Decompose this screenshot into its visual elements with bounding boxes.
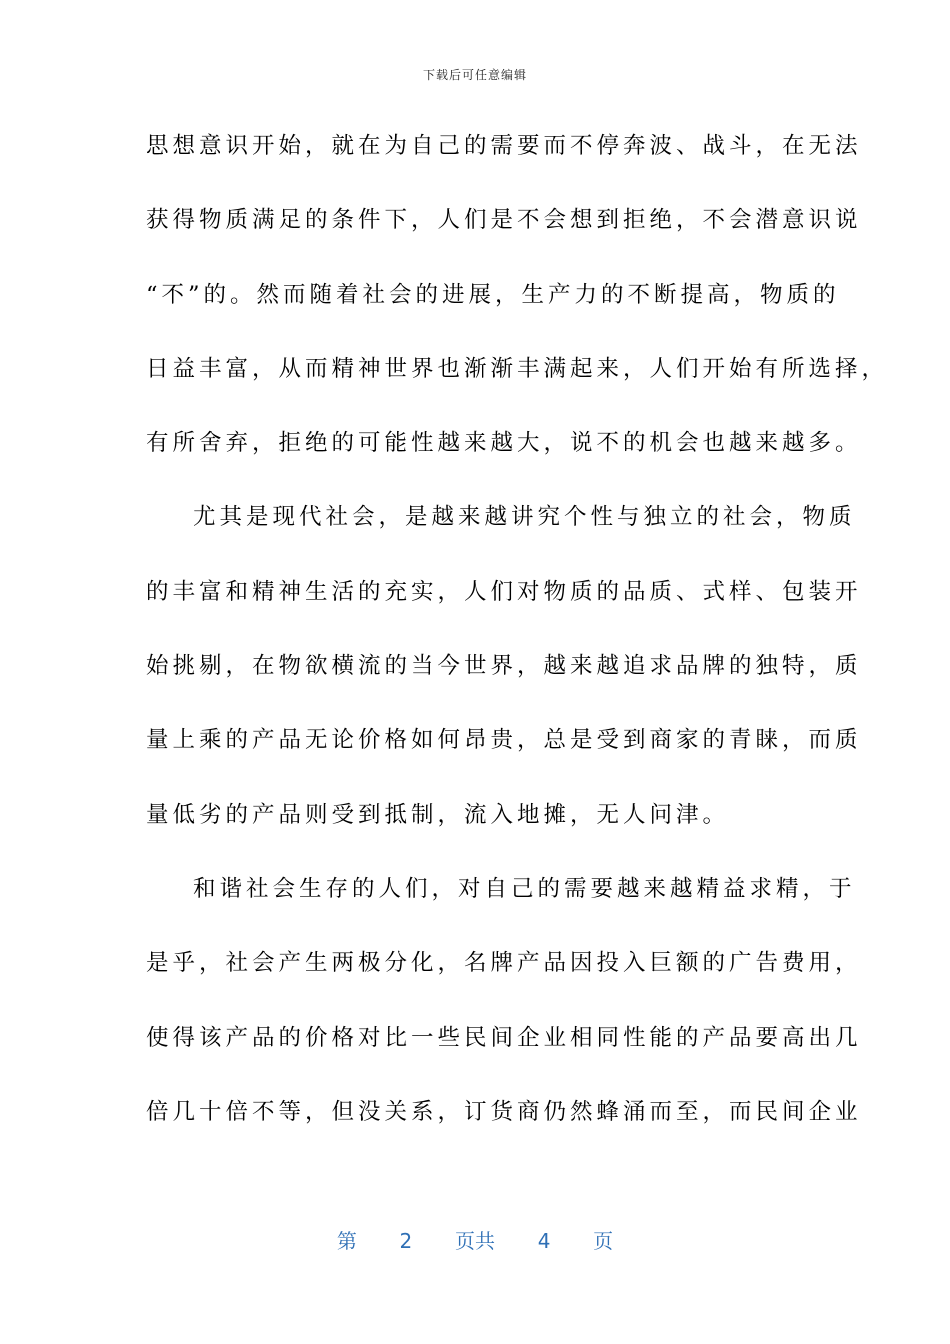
footer-prefix: 第 — [336, 1229, 357, 1253]
document-body — [146, 128, 889, 1168]
footer-suffix: 页 — [593, 1229, 614, 1253]
footer-mid: 页共 — [455, 1229, 495, 1253]
text-line: 的丰富和精神生活的充实，人们对物质的品质、式样、包装开 — [146, 578, 862, 605]
text-line: 量上乘的产品无论价格如何昂贵，总是受到商家的青睐，而质 — [146, 727, 862, 754]
text-line: 是乎，社会产生两极分化，名牌产品因投入巨额的广告费用， — [146, 950, 862, 977]
text-line: 倍几十倍不等，但没关系，订货商仍然蜂涌而至，而民间企业 — [146, 1098, 862, 1125]
total-pages-number: 4 — [537, 1229, 551, 1253]
text-line: 有所舍弃，拒绝的可能性越来越大，说不的机会也越来越多。 — [146, 430, 862, 457]
text-line: 始挑剔，在物欲横流的当今世界，越来越追求品牌的独特，质 — [146, 653, 862, 680]
paragraph-first-line: 和谐社会生存的人们，对自己的需要越来越精益求精，于 — [193, 875, 856, 902]
text-line: 量低劣的产品则受到抵制，流入地摊，无人问津。 — [146, 801, 730, 828]
text-line: 日益丰富，从而精神世界也渐渐丰满起来，人们开始有所选择， — [146, 355, 889, 382]
header-note: 下载后可任意编辑 — [422, 68, 527, 82]
paragraph-first-line: 尤其是现代社会，是越来越讲究个性与独立的社会，物质 — [193, 504, 856, 531]
page-footer — [0, 1225, 950, 1254]
text-line: 思想意识开始，就在为自己的需要而不停奔波、战斗，在无法 — [146, 133, 862, 159]
text-line: 使得该产品的价格对比一些民间企业相同性能的产品要高出几 — [146, 1024, 862, 1051]
text-line: “不”的。然而随着社会的进展，生产力的不断提高，物质的 — [146, 281, 840, 308]
current-page-number: 2 — [399, 1229, 413, 1253]
text-line: 获得物质满足的条件下，人们是不会想到拒绝，不会潜意识说 — [146, 207, 862, 234]
